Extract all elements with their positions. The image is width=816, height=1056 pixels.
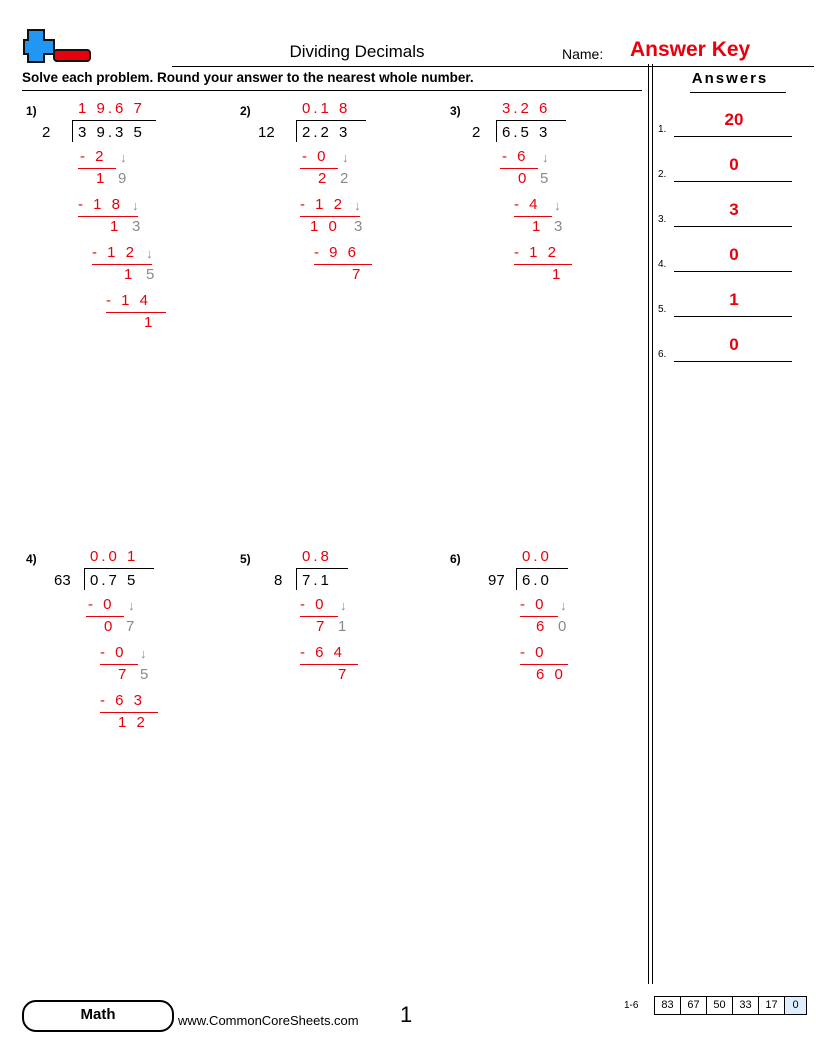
divisor: 63: [54, 572, 71, 589]
step-remainder: 6: [536, 618, 548, 635]
step-rule: [86, 616, 124, 617]
division-bracket-vertical: [496, 120, 497, 142]
dividend: 2.2 3: [302, 124, 351, 141]
step-subtract: - 1 8: [78, 196, 124, 213]
subject-label: Math: [80, 1006, 116, 1023]
dividend: 3 9.3 5: [78, 124, 145, 141]
answer-value: 0: [729, 245, 739, 264]
score-box: 17: [758, 996, 785, 1015]
step-remainder: 1 2: [118, 714, 148, 731]
division-bracket-top: [72, 120, 156, 121]
division-bracket-vertical: [84, 568, 85, 590]
step-remainder: 7: [316, 618, 328, 635]
divisor: 2: [472, 124, 481, 141]
answer-number: 6.: [658, 349, 667, 360]
bring-down-arrow: ↓: [342, 150, 349, 165]
step-subtract: - 1 2: [300, 196, 346, 213]
problem-2: [240, 100, 420, 300]
step-subtract: - 9 6: [314, 244, 360, 261]
name-rule: [622, 66, 814, 67]
problem-number: 5): [240, 552, 251, 566]
problem-5: [240, 548, 420, 708]
answer-number: 3.: [658, 214, 667, 225]
quotient: 3.2 6: [502, 100, 551, 117]
problem-1: [26, 100, 206, 340]
divisor: 2: [42, 124, 51, 141]
step-rule: [300, 616, 338, 617]
bring-down-arrow: ↓: [354, 198, 361, 213]
answer-value: 1: [729, 290, 739, 309]
step-rule: [520, 616, 558, 617]
division-bracket-top: [296, 568, 348, 569]
step-remainder: 7: [338, 666, 350, 683]
step-brought-digit: 3: [554, 218, 566, 235]
division-bracket-top: [296, 120, 366, 121]
subject-badge: [22, 1000, 174, 1032]
step-brought-digit: 3: [354, 218, 366, 235]
instructions-rule: [22, 90, 642, 91]
step-remainder: 1: [144, 314, 156, 331]
step-remainder: 1: [96, 170, 108, 187]
step-subtract: - 0: [520, 596, 547, 613]
quotient: 0.0: [522, 548, 552, 565]
problem-6: [450, 548, 630, 708]
problem-number: 1): [26, 104, 37, 118]
answer-line: [674, 361, 792, 362]
bring-down-arrow: ↓: [140, 646, 147, 661]
step-subtract: - 0: [88, 596, 115, 613]
division-bracket-top: [496, 120, 566, 121]
bring-down-arrow: ↓: [132, 198, 139, 213]
answer-value: 0: [729, 155, 739, 174]
answer-line: [674, 316, 792, 317]
score-box: 33: [732, 996, 759, 1015]
answer-line: [674, 271, 792, 272]
step-rule: [300, 168, 338, 169]
step-rule: [92, 264, 152, 265]
answer-number: 4.: [658, 259, 667, 270]
step-remainder: 7: [118, 666, 130, 683]
step-subtract: - 6 4: [300, 644, 346, 661]
step-remainder: 2: [318, 170, 330, 187]
bring-down-arrow: ↓: [554, 198, 561, 213]
answer-value: 20: [724, 110, 744, 129]
step-rule: [300, 664, 358, 665]
step-rule: [100, 664, 138, 665]
step-remainder: 1: [124, 266, 136, 283]
step-rule: [78, 168, 116, 169]
answer-number: 2.: [658, 169, 667, 180]
answer-row: [658, 155, 792, 193]
step-subtract: - 1 2: [92, 244, 138, 261]
step-remainder: 1: [110, 218, 122, 235]
problem-number: 2): [240, 104, 251, 118]
step-rule: [78, 216, 138, 217]
page-header: [22, 26, 792, 66]
step-remainder: 6 0: [536, 666, 566, 683]
answer-value: 3: [729, 200, 739, 219]
quotient: 0.0 1: [90, 548, 139, 565]
step-rule: [520, 664, 568, 665]
division-bracket-vertical: [516, 568, 517, 590]
step-remainder: 7: [352, 266, 364, 283]
answers-title: Answers: [691, 70, 769, 87]
step-subtract: - 4: [514, 196, 541, 213]
step-remainder: 1: [552, 266, 564, 283]
bring-down-arrow: ↓: [128, 598, 135, 613]
division-bracket-top: [516, 568, 568, 569]
step-rule: [106, 312, 166, 313]
step-rule: [314, 264, 372, 265]
answer-row: [658, 200, 792, 238]
answer-number: 1.: [658, 124, 667, 135]
dividend: 6.0: [522, 572, 552, 589]
quotient: 0.1 8: [302, 100, 351, 117]
step-subtract: - 6 3: [100, 692, 146, 709]
step-remainder: 1 0: [310, 218, 340, 235]
step-subtract: - 0: [100, 644, 127, 661]
step-subtract: - 0: [520, 644, 547, 661]
bring-down-arrow: ↓: [340, 598, 347, 613]
step-subtract: - 1 2: [514, 244, 560, 261]
divisor: 12: [258, 124, 275, 141]
division-bracket-vertical: [72, 120, 73, 142]
score-range-label: 1-6: [624, 1000, 639, 1011]
score-box: 0: [784, 996, 807, 1015]
problem-number: 6): [450, 552, 461, 566]
step-rule: [514, 264, 572, 265]
dividend: 6.5 3: [502, 124, 551, 141]
step-rule: [100, 712, 158, 713]
answer-row: [658, 335, 792, 373]
answer-line: [674, 136, 792, 137]
division-bracket-top: [84, 568, 154, 569]
answer-key-label: Answer Key: [630, 38, 751, 61]
quotient: 1 9.6 7: [78, 100, 145, 117]
step-subtract: - 0: [302, 148, 329, 165]
division-bracket-vertical: [296, 568, 297, 590]
step-brought-digit: 9: [118, 170, 130, 187]
dividend: 7.1: [302, 572, 332, 589]
problem-3: [450, 100, 630, 300]
step-brought-digit: 5: [140, 666, 152, 683]
bring-down-arrow: ↓: [120, 150, 127, 165]
score-box: 67: [680, 996, 707, 1015]
step-subtract: - 1 4: [106, 292, 152, 309]
step-brought-digit: 7: [126, 618, 138, 635]
page-title: Dividing Decimals: [289, 42, 425, 61]
step-rule: [514, 216, 552, 217]
answer-number: 5.: [658, 304, 667, 315]
score-box: 50: [706, 996, 733, 1015]
step-rule: [500, 168, 538, 169]
division-bracket-vertical: [296, 120, 297, 142]
score-box: 83: [654, 996, 681, 1015]
step-subtract: - 2: [80, 148, 107, 165]
answers-divider: [648, 64, 649, 984]
answer-line: [674, 226, 792, 227]
step-remainder: 0: [518, 170, 530, 187]
answers-divider-2: [652, 64, 653, 984]
step-remainder: 1: [532, 218, 544, 235]
answer-value: 0: [729, 335, 739, 354]
step-brought-digit: 5: [540, 170, 552, 187]
dividend: 0.7 5: [90, 572, 139, 589]
divisor: 8: [274, 572, 283, 589]
step-subtract: - 0: [300, 596, 327, 613]
answer-row: [658, 110, 792, 148]
name-label: Name:: [562, 46, 604, 62]
step-brought-digit: 3: [132, 218, 144, 235]
step-brought-digit: 1: [338, 618, 350, 635]
step-brought-digit: 2: [340, 170, 352, 187]
problem-4: [26, 548, 206, 748]
step-brought-digit: 0: [558, 618, 570, 635]
bring-down-arrow: ↓: [542, 150, 549, 165]
step-rule: [300, 216, 360, 217]
step-brought-digit: 5: [146, 266, 158, 283]
answers-title-rule: [690, 92, 786, 93]
instructions-text: Solve each problem. Round your answer to the nearest whole number.: [22, 70, 474, 85]
problem-number: 4): [26, 552, 37, 566]
website-url: www.CommonCoreSheets.com: [178, 1013, 359, 1028]
quotient: 0.8: [302, 548, 332, 565]
divisor: 97: [488, 572, 505, 589]
answer-row: [658, 290, 792, 328]
page-number: 1: [400, 1002, 413, 1027]
title-rule: [172, 66, 652, 67]
problem-number: 3): [450, 104, 461, 118]
answer-line: [674, 181, 792, 182]
answer-row: [658, 245, 792, 283]
commoncoresheets-logo-icon: [22, 26, 94, 66]
step-remainder: 0: [104, 618, 116, 635]
bring-down-arrow: ↓: [560, 598, 567, 613]
bring-down-arrow: ↓: [146, 246, 153, 261]
step-subtract: - 6: [502, 148, 529, 165]
